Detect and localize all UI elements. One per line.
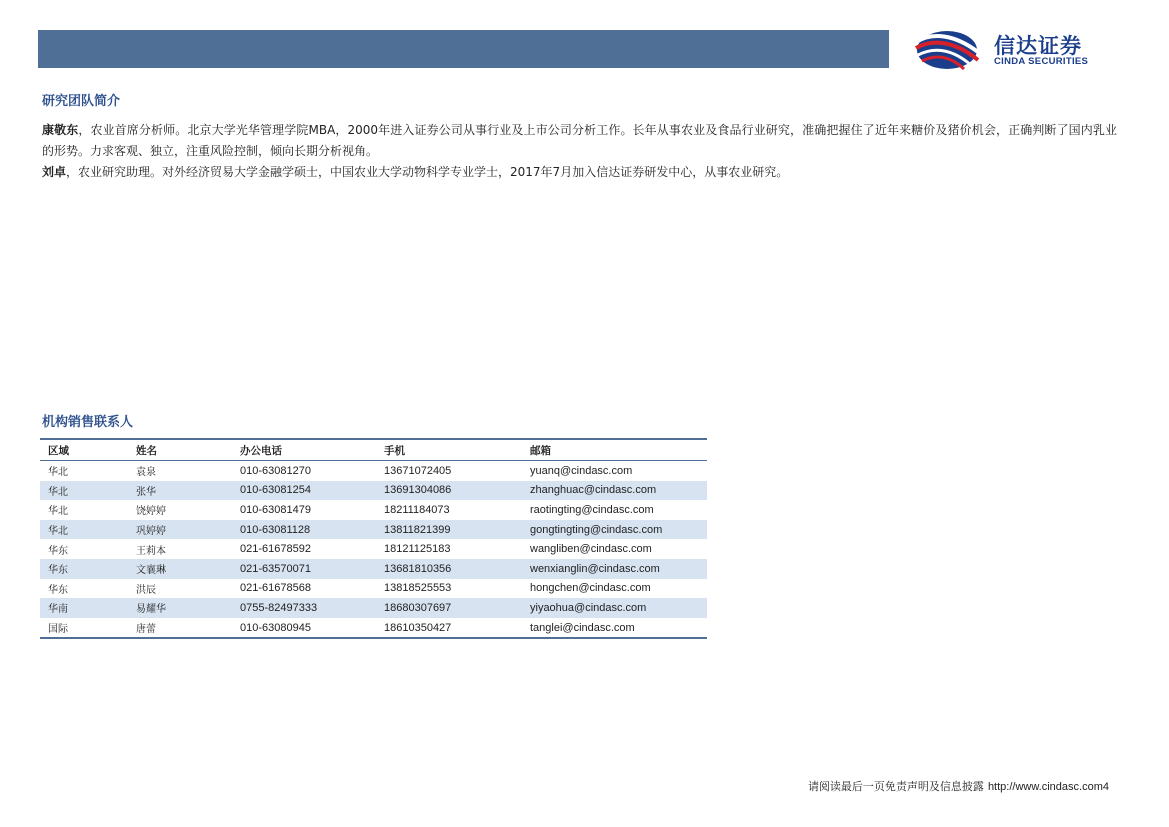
cell-office-phone: 021-61678592 bbox=[240, 543, 311, 556]
cell-email[interactable]: yiyaohua@cindasc.com bbox=[522, 598, 707, 618]
column-header-mobile: 手机 bbox=[376, 439, 522, 461]
column-header-office-phone: 办公电话 bbox=[232, 439, 376, 461]
page-number: 4 bbox=[1102, 781, 1109, 793]
table-header-row bbox=[40, 439, 707, 461]
cell-email[interactable]: gongtingting@cindasc.com bbox=[522, 520, 707, 540]
table-row bbox=[40, 481, 707, 501]
cell-region: 华北 bbox=[48, 467, 68, 479]
cell-email[interactable]: zhanghuac@cindasc.com bbox=[522, 481, 707, 501]
cell-region: 华南 bbox=[40, 598, 128, 618]
cell-email[interactable]: raotingting@cindasc.com bbox=[530, 503, 654, 516]
logo-chinese-name: 信达证券 bbox=[994, 34, 1082, 58]
cell-region: 华东 bbox=[40, 559, 128, 579]
cell-office-phone: 0755-82497333 bbox=[232, 598, 376, 618]
header-band bbox=[38, 30, 889, 68]
cell-name: 唐蕾 bbox=[128, 618, 232, 639]
cell-office-phone: 021-63570071 bbox=[232, 559, 376, 579]
cell-mobile: 18211184073 bbox=[384, 503, 450, 516]
sales-contacts-table bbox=[40, 438, 707, 639]
bio-name: 刘卓 bbox=[42, 165, 67, 179]
cell-mobile: 13818525553 bbox=[384, 582, 452, 595]
table-row bbox=[40, 559, 707, 579]
cell-mobile: 13671072405 bbox=[384, 464, 452, 477]
team-section-title: 研究团队简介 bbox=[42, 94, 121, 109]
page-footer bbox=[808, 778, 1109, 794]
cell-name: 洪辰 bbox=[136, 584, 156, 596]
cell-region: 华北 bbox=[40, 520, 128, 540]
bio-text: ，农业研究助理。对外经济贸易大学金融学硕士，中国农业大学动物科学专业学士，2017年7月加入信达证券研发中心，从事农业研究。 bbox=[66, 165, 789, 179]
cell-region: 华东 bbox=[48, 584, 68, 596]
cell-office-phone: 021-61678568 bbox=[240, 582, 311, 595]
cinda-logo bbox=[914, 28, 1114, 72]
cell-region: 华东 bbox=[48, 545, 68, 557]
cell-mobile: 18680307697 bbox=[376, 598, 522, 618]
cell-name: 巩婷婷 bbox=[128, 520, 232, 540]
cell-mobile: 13811821399 bbox=[376, 520, 522, 540]
cell-office-phone: 010-63081270 bbox=[240, 464, 311, 477]
cinda-logo-icon bbox=[914, 28, 980, 72]
bio-name: 康敬东 bbox=[42, 123, 79, 137]
column-header-email: 邮箱 bbox=[522, 439, 707, 461]
bio-text: ，农业首席分析师。北京大学光华管理学院MBA，2000年进入证券公司从事行业及上市公司分析工作。长年从事农业及食品行业研究，准确把握住了近年来糖价及猪价机会，正确判断了国内乳业的形势。力求客观、独立，注重风险控制，倾向长期分析视角。 bbox=[42, 123, 1117, 158]
table-row bbox=[40, 539, 707, 559]
logo-english-name: CINDA SECURITIES bbox=[994, 56, 1089, 67]
footer-url[interactable]: http://www.cindasc.com bbox=[987, 781, 1103, 793]
column-header-name: 姓名 bbox=[128, 439, 232, 461]
cell-name: 张华 bbox=[128, 481, 232, 501]
cell-name: 王莉本 bbox=[136, 545, 166, 557]
cell-email[interactable]: yuanq@cindasc.com bbox=[530, 464, 633, 477]
cell-office-phone: 010-63081254 bbox=[232, 481, 376, 501]
cell-mobile: 13681810356 bbox=[376, 559, 522, 579]
table-row bbox=[40, 500, 707, 520]
cell-region: 华北 bbox=[48, 506, 68, 518]
table-row bbox=[40, 520, 707, 540]
column-header-region: 区域 bbox=[40, 439, 128, 461]
cell-email[interactable]: wenxianglin@cindasc.com bbox=[522, 559, 707, 579]
bio-paragraph bbox=[42, 162, 1117, 183]
sales-section-title: 机构销售联系人 bbox=[42, 415, 134, 430]
cell-office-phone: 010-63081479 bbox=[240, 503, 311, 516]
cell-office-phone: 010-63081128 bbox=[232, 520, 376, 540]
cell-region: 华北 bbox=[40, 481, 128, 501]
cell-name: 易耀华 bbox=[128, 598, 232, 618]
table-row bbox=[40, 618, 707, 639]
cell-region: 国际 bbox=[40, 618, 128, 639]
table-row bbox=[40, 579, 707, 599]
cell-email[interactable]: hongchen@cindasc.com bbox=[530, 582, 651, 595]
bio-paragraph bbox=[42, 120, 1117, 162]
cell-email[interactable]: wangliben@cindasc.com bbox=[530, 543, 652, 556]
cell-mobile: 18121125183 bbox=[384, 543, 451, 556]
cell-name: 文襄琳 bbox=[128, 559, 232, 579]
cell-name: 饶婷婷 bbox=[136, 506, 166, 518]
table-row bbox=[40, 598, 707, 618]
cell-mobile: 18610350427 bbox=[376, 618, 522, 639]
cell-name: 袁泉 bbox=[136, 467, 156, 479]
footer-disclaimer: 请阅读最后一页免责声明及信息披露 bbox=[807, 780, 984, 793]
table-row bbox=[40, 461, 707, 481]
cell-office-phone: 010-63080945 bbox=[232, 618, 376, 639]
cell-mobile: 13691304086 bbox=[376, 481, 522, 501]
cell-email[interactable]: tanglei@cindasc.com bbox=[522, 618, 707, 639]
team-bios bbox=[42, 120, 1117, 183]
